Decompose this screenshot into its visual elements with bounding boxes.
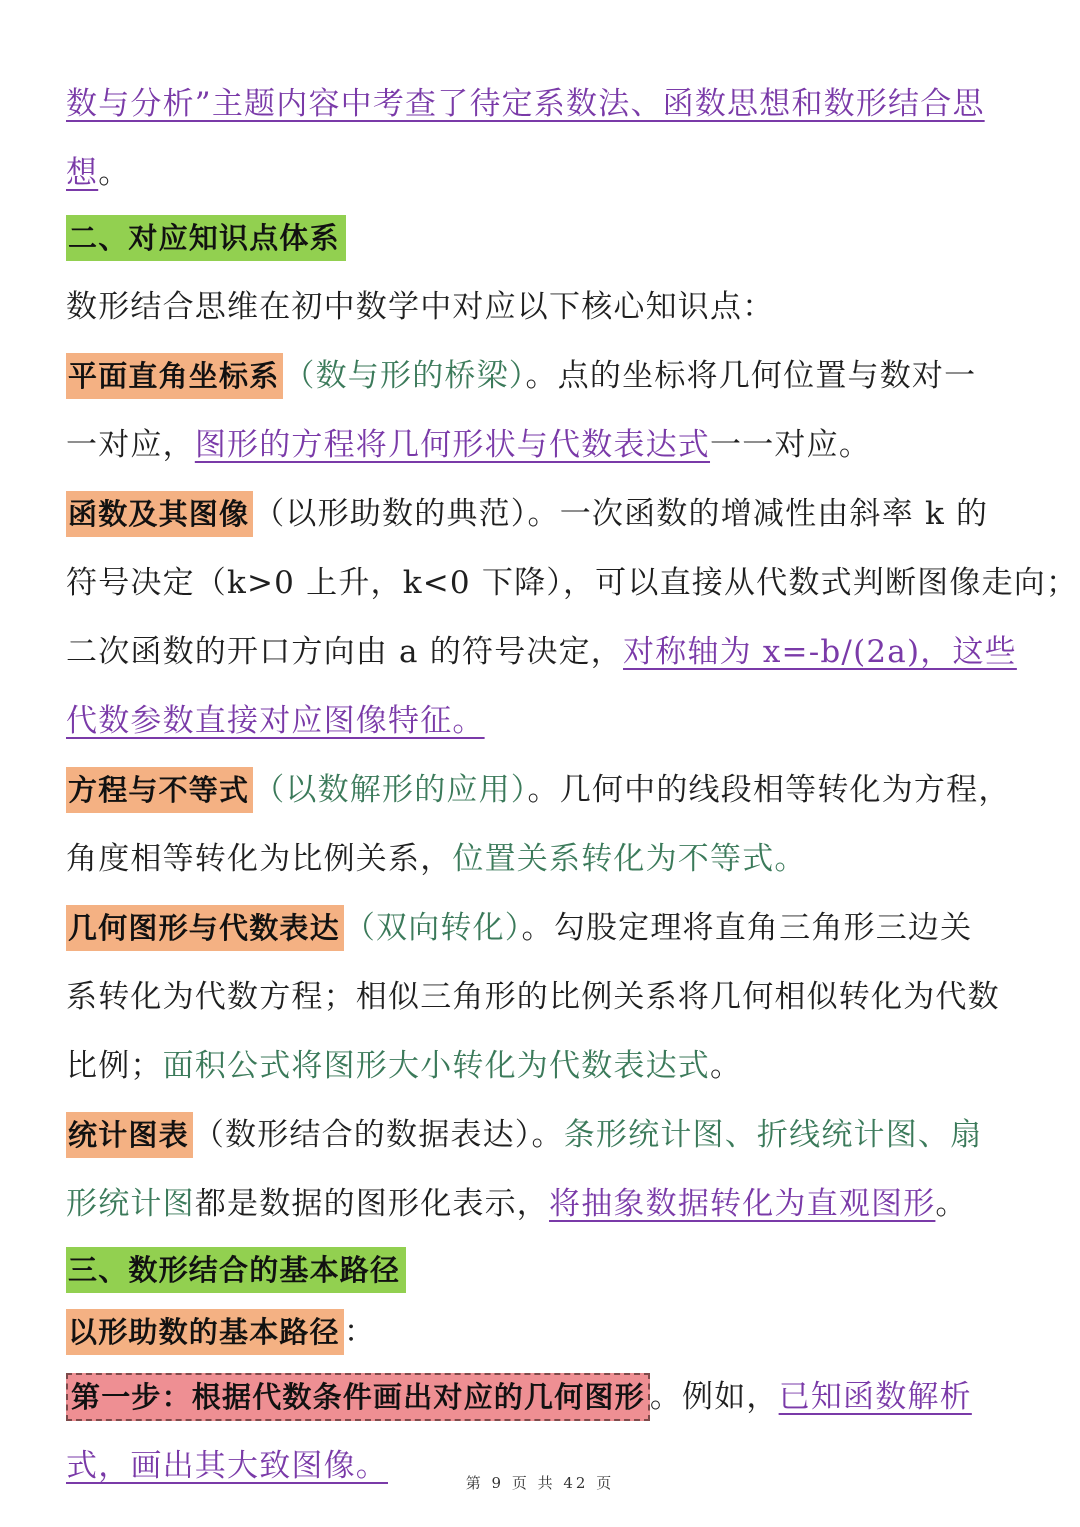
green-text: 条形统计图、折线统计图、扇 <box>563 1117 983 1153</box>
paragraph-line <box>66 70 1016 139</box>
paragraph-line <box>66 1170 1016 1239</box>
text: 比例； <box>66 1048 163 1084</box>
green-text: 形统计图 <box>66 1186 195 1222</box>
paragraph-line <box>66 825 1016 894</box>
paragraph-line <box>66 687 1016 756</box>
paragraph-line <box>66 894 1016 963</box>
knowledge-title: 平面直角坐标系 <box>66 353 283 399</box>
paragraph-line <box>66 618 1016 687</box>
text: 。几何中的线段相等转化为方程， <box>527 772 1011 808</box>
page-footer: 第 9 页 共 42 页 <box>465 1474 615 1492</box>
paragraph-line <box>66 1032 1016 1101</box>
paragraph-line <box>66 273 1016 342</box>
sub-heading: 以形助数的基本路径 <box>66 1309 344 1355</box>
paragraph-line <box>66 411 1016 480</box>
paragraph-line <box>66 139 1016 208</box>
knowledge-title: 几何图形与代数表达 <box>66 905 344 951</box>
underlined-text: 代数参数直接对应图像特征。 <box>66 703 485 739</box>
underlined-text: 对称轴为 x=-b/(2a)，这些 <box>623 634 1017 670</box>
green-text: 面积公式将图形大小转化为代数表达式 <box>162 1048 711 1084</box>
text: （数形结合的数据表达）。 <box>192 1117 564 1153</box>
underlined-text: 将抽象数据转化为直观图形 <box>549 1186 936 1222</box>
text: 。勾股定理将直角三角形三边关 <box>521 910 973 946</box>
text: 。例如， <box>649 1379 779 1415</box>
paragraph-line <box>66 1301 1016 1363</box>
text: 。 <box>710 1048 743 1084</box>
paragraph-line <box>66 963 1016 1032</box>
paragraph-line <box>66 1363 1016 1432</box>
text: ： <box>343 1314 377 1350</box>
underlined-text: 式，画出其大致图像。 <box>66 1448 388 1484</box>
text: （数与形的桥梁） <box>283 358 526 394</box>
underlined-text: 已知函数解析 <box>778 1379 972 1415</box>
text: 都是数据的图形化表示， <box>194 1186 550 1222</box>
underlined-text: 图形的方程将几何形状与代数表达式 <box>194 427 711 463</box>
text: 符号决定（k>0 上升，k<0 下降），可以直接从代数式判断图像走向； <box>66 565 1079 601</box>
text: 二次函数的开口方向由 a 的符号决定， <box>66 634 623 670</box>
step-title: 第一步：根据代数条件画出对应的几何图形 <box>66 1373 650 1421</box>
text: 角度相等转化为比例关系， <box>66 841 453 877</box>
text: （以形助数的典范）。一次函数的增减性由斜率 k 的 <box>253 496 989 532</box>
underlined-text: 想 <box>66 155 99 191</box>
text: 一对应， <box>66 427 195 463</box>
text: 一一对应。 <box>710 427 872 463</box>
paragraph-line <box>66 342 1016 411</box>
section-heading-line <box>66 204 1016 273</box>
underlined-text: 数与分析”主题内容中考查了待定系数法、函数思想和数形结合思 <box>66 86 985 122</box>
document-body <box>66 70 1079 1501</box>
knowledge-title: 方程与不等式 <box>66 767 253 813</box>
intro-text: 数形结合思维在初中数学中对应以下核心知识点： <box>66 289 775 325</box>
paragraph-line <box>66 480 1016 549</box>
paragraph-line <box>66 549 1079 618</box>
paragraph-line <box>66 1101 1016 1170</box>
paragraph-line <box>66 756 1016 825</box>
knowledge-title: 函数及其图像 <box>66 491 253 537</box>
knowledge-title: 统计图表 <box>66 1112 193 1158</box>
green-text: 位置关系转化为不等式。 <box>452 841 807 877</box>
section-heading: 二、对应知识点体系 <box>66 215 346 261</box>
section-heading-line <box>66 1239 1016 1301</box>
text: 。 <box>98 155 131 191</box>
text: 系转化为代数方程；相似三角形的比例关系将几何相似转化为代数 <box>66 979 1000 1015</box>
text: 。点的坐标将几何位置与数对一 <box>525 358 977 394</box>
section-heading: 三、数形结合的基本路径 <box>66 1247 406 1293</box>
text: （以数解形的应用） <box>253 772 528 808</box>
text: 。 <box>935 1186 968 1222</box>
text: （双向转化） <box>343 910 522 946</box>
